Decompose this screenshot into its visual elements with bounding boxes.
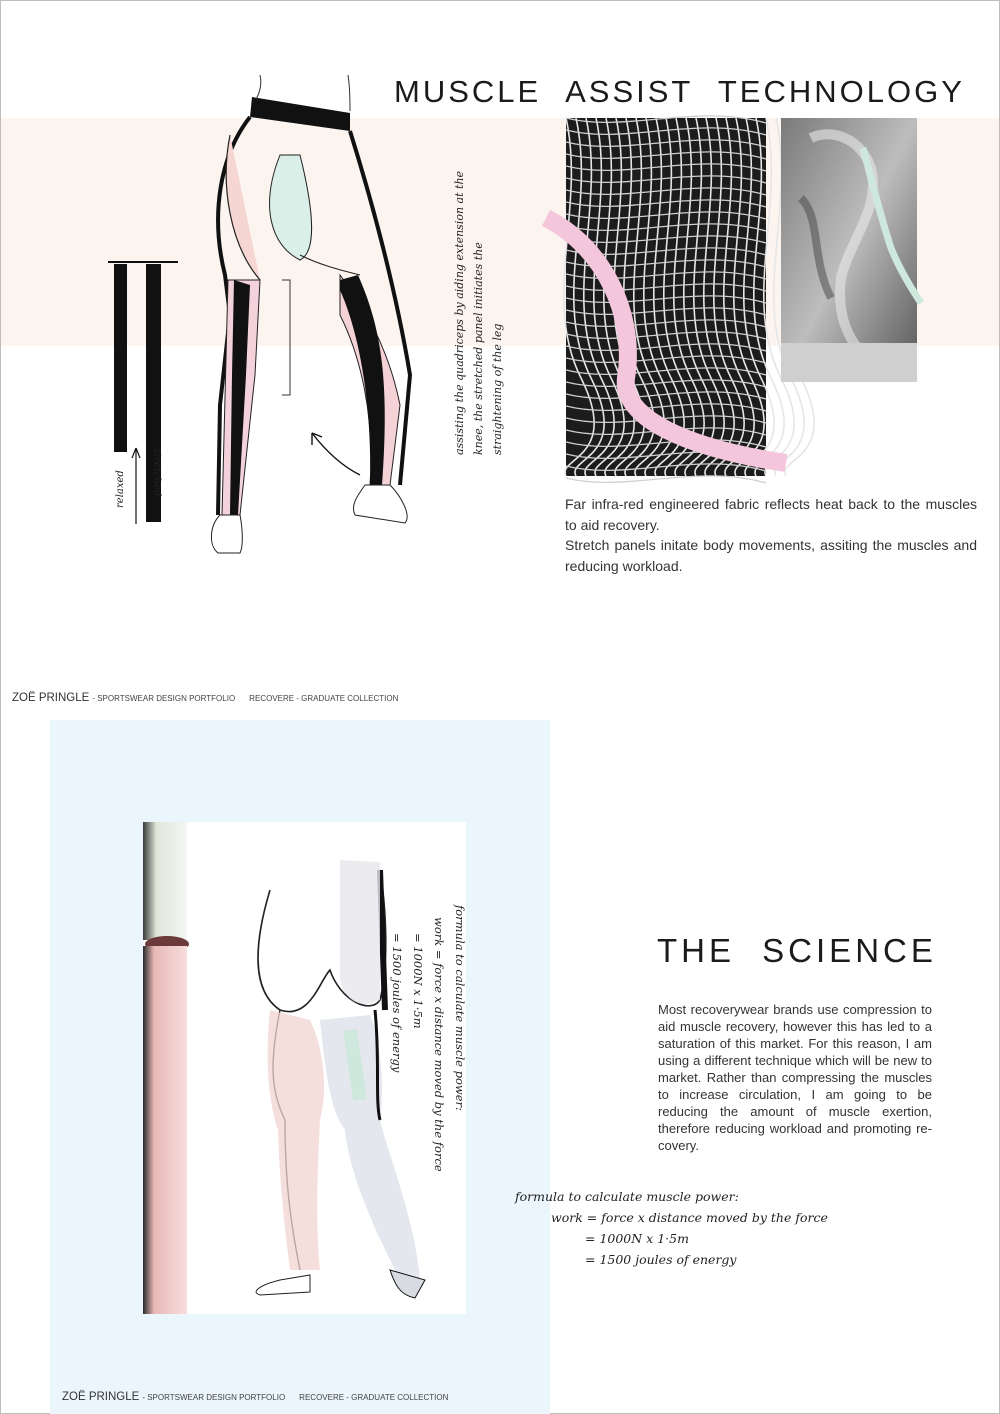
formula-line4: = 1500 joules of energy [585,1252,737,1267]
formula-line3: = 1000N x 1·5m [585,1231,689,1246]
formula-line1: formula to calculate muscle power: [515,1189,739,1204]
formula-rotated-line3: = 1000N x 1·5m [411,933,425,1029]
footer-subtitle: - SPORTSWEAR DESIGN PORTFOLIO [142,1393,286,1402]
statue-image [781,118,917,382]
formula-rotated-line2: work = force x distance moved by the force [432,917,446,1172]
footer-collection: RECOVERE - GRADUATE COLLECTION [249,694,399,703]
footer-collection: RECOVERE - GRADUATE COLLECTION [299,1393,449,1402]
fabric-description [565,494,977,576]
science-paragraph: Most recoverywear brands use compression to aid muscle recovery, however this has led to a saturation of this market. For this reason, I am using a different technique which will be new to market. Rather than compressing the muscles to increase circulation, I am going to be reducing the amount of muscle exertion, therefore reducing workload and promoting re-covery. [658,1002,932,1153]
footer-name: ZOË PRINGLE [62,1391,140,1403]
footer-bottom [62,1391,448,1403]
handwritten-note-quadriceps: assisting the quadriceps by aiding extension at the knee, the stretched panel initiates the straightening of the leg [453,170,504,455]
footer-top [12,692,398,704]
footer-name: ZOË PRINGLE [12,692,90,704]
paragraph-infrared: Far infra-red engineered fabric reflects heat back to the muscles to aid recovery. [565,496,977,533]
formula-rotated [386,905,470,1172]
page-title-the-science: THE SCIENCE [657,932,937,969]
paragraph-stretch-panels: Stretch panels initate body movements, assiting the muscles and reducing workload. [565,537,977,574]
page-title-muscle-assist: MUSCLE ASSIST TECHNOLOGY [394,74,965,109]
formula-block [515,1186,828,1270]
fabric-grid-image [566,118,766,476]
formula-rotated-line1: formula to calculate muscle power: [453,905,467,1111]
leggings-sketch-illustration [200,75,440,560]
formula-rotated-line4: = 1500 joules of energy [390,933,404,1073]
label-relaxed: relaxed [115,470,126,508]
footer-subtitle: - SPORTSWEAR DESIGN PORTFOLIO [92,694,236,703]
tube-image [143,822,187,1314]
label-stretched: stretched [151,448,162,497]
formula-line2: work = force x distance moved by the force [551,1210,828,1225]
